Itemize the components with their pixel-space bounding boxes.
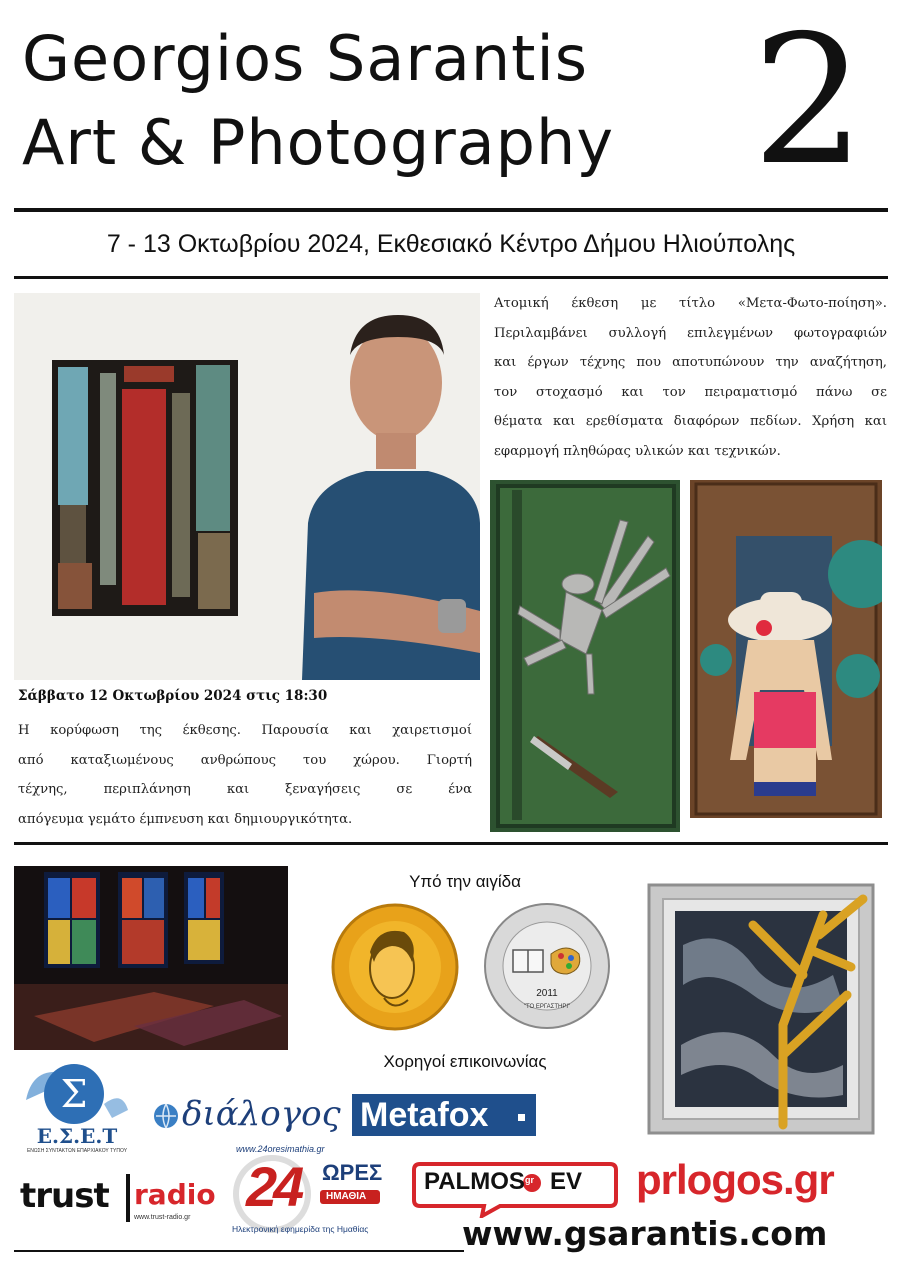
intro-line: Ατομική έκθεση με τίτλο «Μετα-Φωτο-ποίηση».	[494, 296, 887, 311]
ores-url: www.24oresimathia.gr	[236, 1144, 325, 1154]
radio-text: radio	[134, 1178, 216, 1211]
dialogos-logo	[152, 1094, 342, 1134]
artists-union-seal	[483, 902, 611, 1030]
title-line-2: Art & Photography	[22, 106, 615, 179]
brown-door-artwork	[690, 480, 882, 818]
sponsors-label: Χορηγοί επικοινωνίας	[383, 1052, 547, 1071]
framed-artwork	[633, 855, 887, 1137]
trust-radio-logo	[16, 1170, 214, 1236]
trust-text: trust	[20, 1176, 109, 1216]
intro-line: Περιλαμβάνει συλλογή επιλεγμένων φωτογραφιών	[494, 325, 887, 341]
metafox-dot	[518, 1114, 525, 1121]
intro-line: εφαρμογή πληθώρας υλικών και τεχνικών.	[494, 443, 781, 459]
intro-line: θέματα και ερεθίσματα διαφόρων πεδίων. Χρήση και	[494, 414, 887, 429]
event-line: τέχνης, περιπλάνηση και ξεναγήσεις σε ένα	[18, 782, 472, 797]
website-url[interactable]: www.gsarantis.com	[462, 1214, 828, 1253]
eset-subtitle: ΕΝΩΣΗ ΣΥΝΤΑΚΤΩΝ ΕΠΑΡΧΙΑΚΟΥ ΤΥΠΟΥ	[26, 1148, 128, 1154]
event-line: Η κορύφωση της έκθεσης. Παρουσία και χαιρετισμοί	[18, 723, 472, 738]
intro-text	[494, 289, 887, 466]
trust-url: www.trust-radio.gr	[134, 1214, 191, 1221]
title-line-1: Georgios Sarantis	[22, 22, 589, 95]
event-heading: Σάββατο 12 Οκτωβρίου 2024 στις 18:30	[18, 688, 328, 704]
trust-divider	[126, 1174, 130, 1222]
ores-number: 24	[246, 1155, 301, 1218]
ores-region: ΗΜΑΘΙΑ	[326, 1191, 367, 1202]
green-door-artwork	[490, 480, 680, 832]
ores-logo	[228, 1144, 398, 1244]
seal-year: 2011	[536, 988, 558, 999]
ores-word: ΩΡΕΣ	[322, 1160, 383, 1185]
eset-name: Ε.Σ.Ε.Τ	[36, 1124, 118, 1148]
stained-glass-photo	[14, 866, 288, 1050]
dialogos-text: διάλογος	[182, 1094, 341, 1134]
seal-motto: "ΤΟ ΕΡΓΑΣΤΗΡΙ"	[523, 1004, 571, 1010]
event-line: απόγευμα γεμάτο έμπνευση και δημιουργικότητα.	[18, 811, 353, 827]
palmos-ev: EV	[550, 1168, 583, 1195]
event-text	[18, 716, 472, 834]
metafox-logo	[352, 1094, 536, 1136]
palmos-logo	[410, 1160, 620, 1218]
event-line: από καταξιωμένους ανθρώπους του χώρου. Γιορτή	[18, 752, 472, 768]
eset-logo	[18, 1060, 136, 1158]
date-location: 7 - 13 Οκτωβρίου 2024, Εκθεσιακό Κέντρο Δήμου Ηλιούπολης	[106, 230, 796, 258]
svg-text:Σ: Σ	[60, 1072, 88, 1116]
wall-artwork	[52, 360, 238, 616]
palmos-gr: gr	[525, 1175, 534, 1185]
footer-rule	[14, 1250, 464, 1252]
palmos-text: PALMOS	[424, 1168, 525, 1195]
intro-line: και έργων τέχνης που αποτυπώνουν την αναζήτηση,	[494, 355, 887, 370]
ores-subtitle: Ηλεκτρονική εφημερίδα της Ημαθίας	[232, 1224, 369, 1234]
middle-rule	[14, 842, 888, 845]
metafox-text: Metafox	[360, 1096, 489, 1134]
auspices-label: Υπό την αιγίδα	[409, 872, 521, 891]
artist-photo	[14, 293, 480, 680]
edition-number: 2	[752, 0, 866, 204]
prlogos-logo: prlogos.gr	[636, 1156, 834, 1203]
header-rule	[14, 208, 888, 212]
intro-line: τον στοχασμό και τον πειραματισμό πάνω σε	[494, 384, 887, 400]
municipality-seal	[326, 902, 464, 1032]
date-rule	[14, 276, 888, 279]
